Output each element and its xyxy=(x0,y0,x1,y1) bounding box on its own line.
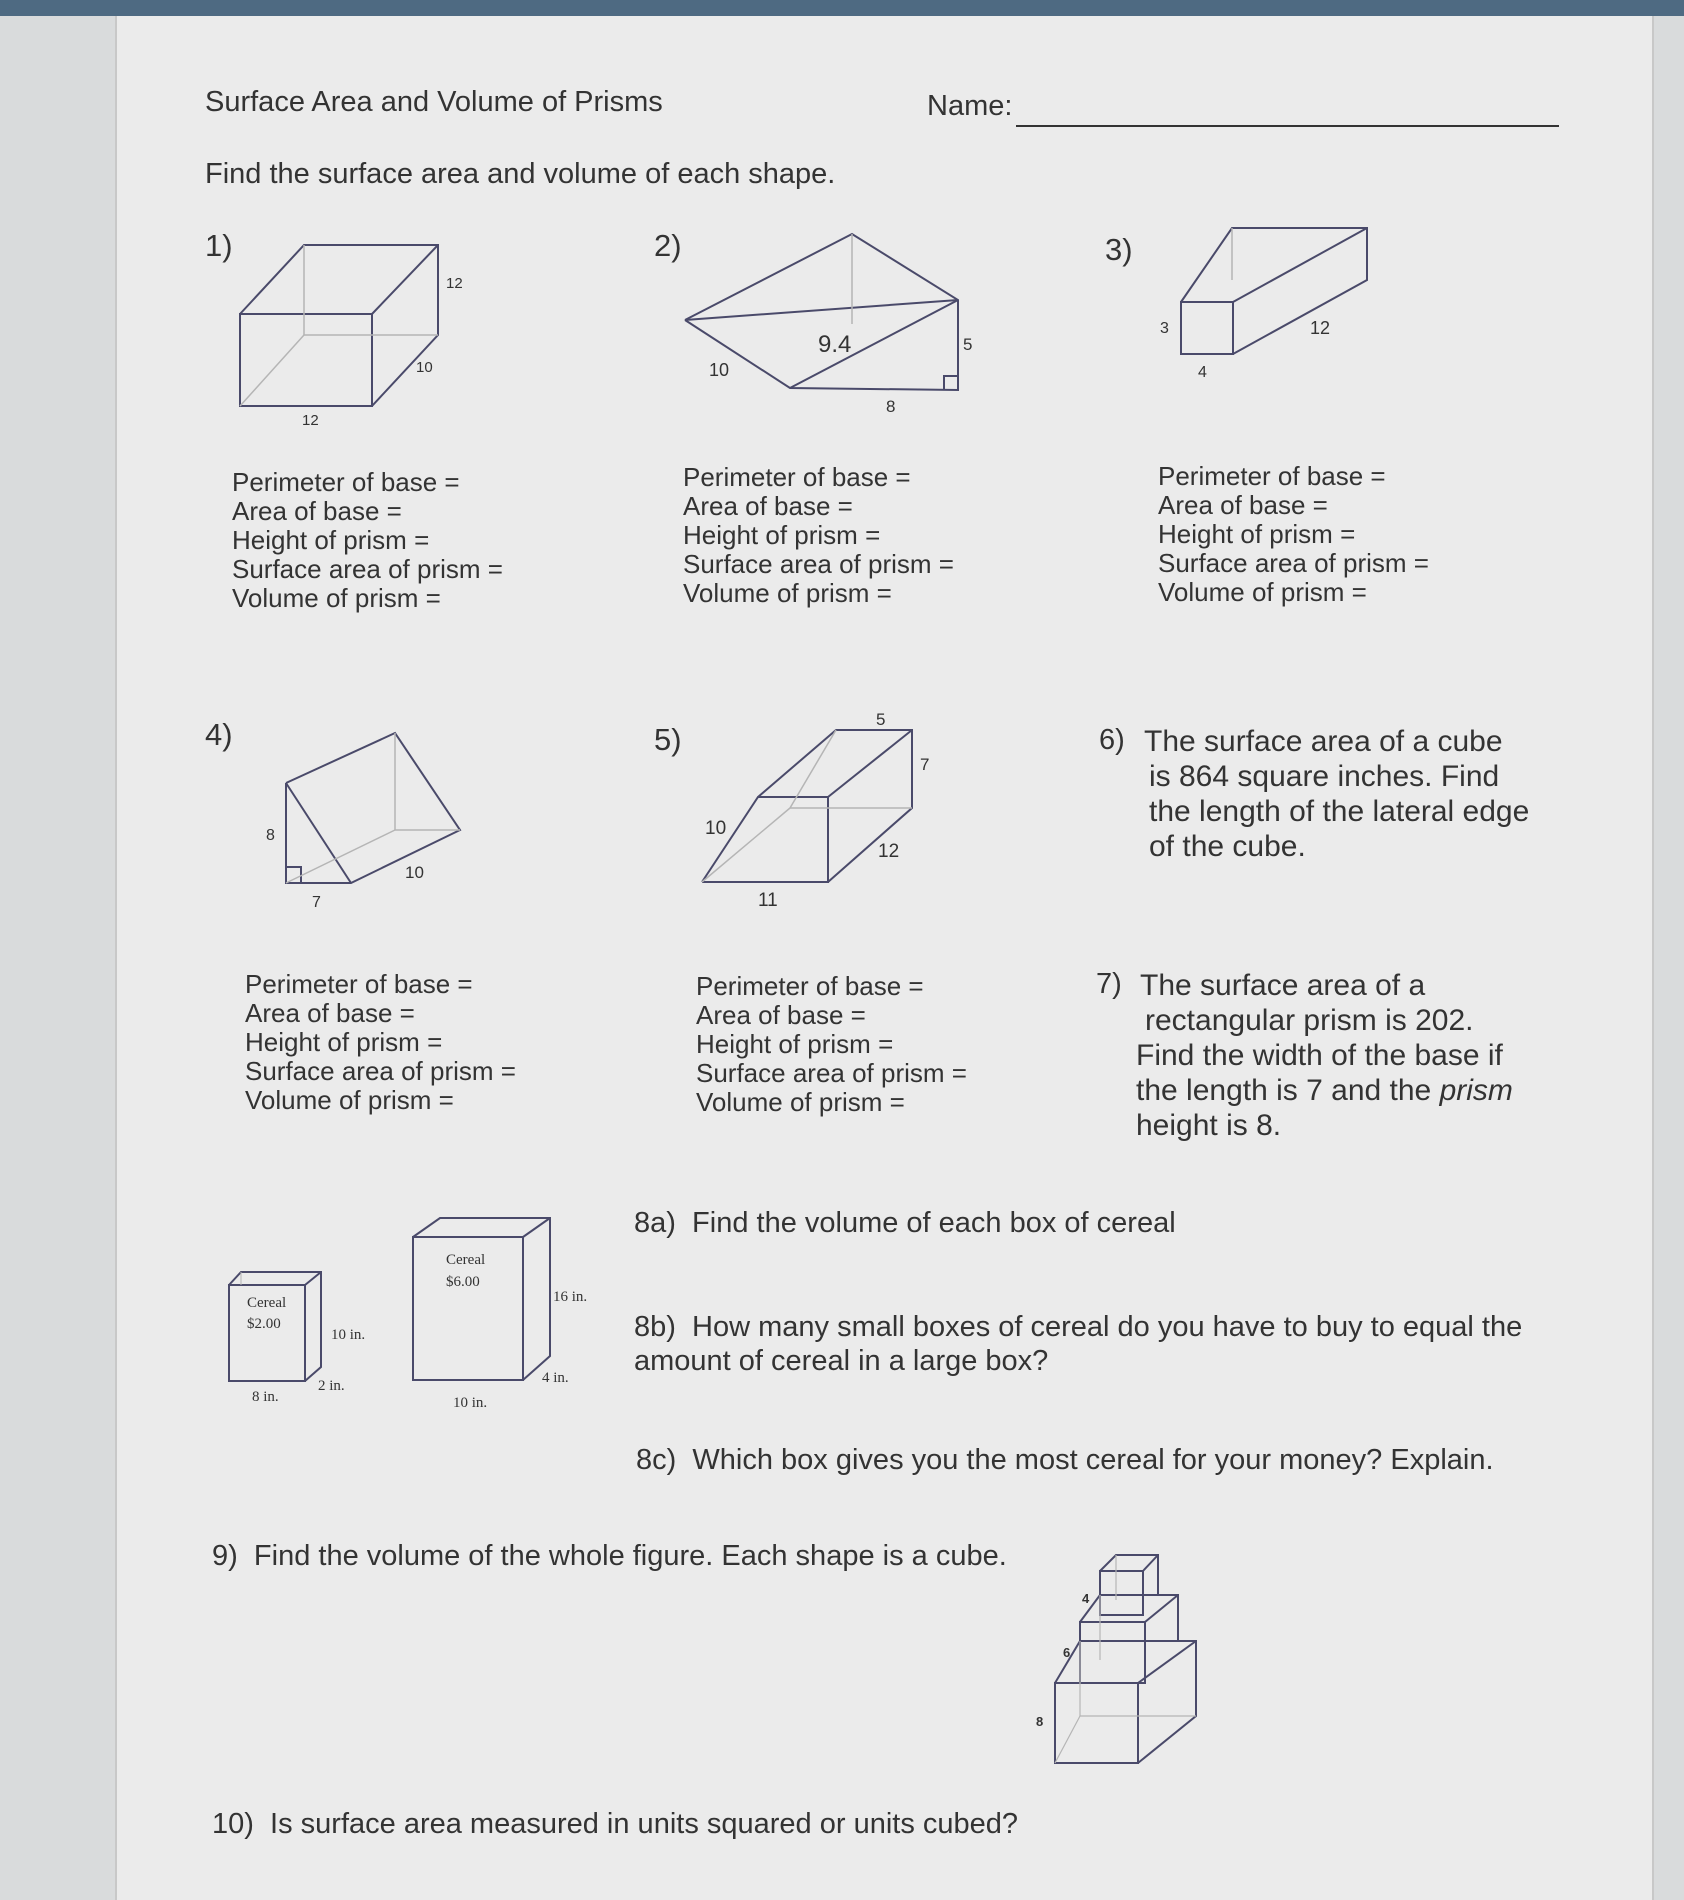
cube-dim-large: 8 xyxy=(1036,1714,1044,1729)
q8a: 8a) Find the volume of each box of cereal xyxy=(634,1207,1176,1239)
problem-3-number: 3) xyxy=(1105,232,1133,267)
height-label: Height of prism = xyxy=(232,525,430,555)
perimeter-label: Perimeter of base = xyxy=(245,969,473,999)
large-box-label: Cereal xyxy=(446,1252,486,1268)
cube-dim-small: 4 xyxy=(1082,1591,1090,1606)
stacked-cubes-figure xyxy=(1055,1555,1196,1763)
area-label: Area of base = xyxy=(245,998,415,1028)
area-label: Area of base = xyxy=(232,496,402,526)
height-label: Height of prism = xyxy=(696,1029,894,1059)
surface-area-label: Surface area of prism = xyxy=(683,549,954,579)
fig2-dim-length: 10 xyxy=(709,360,730,380)
perimeter-label: Perimeter of base = xyxy=(1158,461,1386,491)
volume-label: Volume of prism = xyxy=(683,578,892,608)
fig5-dim-slant: 10 xyxy=(705,818,727,839)
problem-4-number: 4) xyxy=(205,717,233,752)
q8c: 8c) Which box gives you the most cereal for your money? Explain. xyxy=(636,1444,1494,1476)
problem-5-number: 5) xyxy=(654,722,682,757)
small-box-width: 8 in. xyxy=(252,1389,279,1405)
name-label: Name: xyxy=(927,90,1013,122)
perimeter-label: Perimeter of base = xyxy=(683,462,911,492)
fig5-dim-base: 11 xyxy=(758,890,778,911)
surface-area-label: Surface area of prism = xyxy=(232,554,503,584)
surface-area-label: Surface area of prism = xyxy=(245,1056,516,1086)
large-box-price: $6.00 xyxy=(446,1274,480,1290)
fig5-dim-top: 5 xyxy=(876,710,886,729)
fig3-dim-length: 12 xyxy=(1310,318,1331,338)
area-label: Area of base = xyxy=(1158,490,1328,520)
q8b: 8b) How many small boxes of cereal do you have to buy to equal the amount of cereal in a large box? xyxy=(634,1311,1523,1377)
perimeter-label: Perimeter of base = xyxy=(232,467,460,497)
fig4-dim-base: 7 xyxy=(312,894,321,911)
q6-number: 6) xyxy=(1099,724,1125,756)
height-label: Height of prism = xyxy=(1158,519,1356,549)
fig1-dim-depth: 10 xyxy=(416,359,433,376)
surface-area-label: Surface area of prism = xyxy=(696,1058,967,1088)
problem-4-answers xyxy=(245,970,516,1115)
problem-2-number: 2) xyxy=(654,228,682,263)
volume-label: Volume of prism = xyxy=(232,583,441,613)
volume-label: Volume of prism = xyxy=(696,1087,905,1117)
large-box-height: 16 in. xyxy=(553,1289,588,1305)
fig1-dim-length: 12 xyxy=(302,412,319,429)
problem-1-number: 1) xyxy=(205,228,233,263)
problem-2-answers xyxy=(683,463,954,608)
q10: 10) Is surface area measured in units squared or units cubed? xyxy=(212,1808,1019,1840)
large-cereal-box xyxy=(413,1218,550,1380)
fig4-dim-length: 10 xyxy=(405,863,424,882)
figure-3-prism xyxy=(1181,228,1367,354)
q9: 9) Find the volume of the whole figure. Each shape is a cube. xyxy=(212,1540,1007,1572)
small-box-price: $2.00 xyxy=(247,1316,281,1332)
small-box-height: 10 in. xyxy=(331,1327,366,1343)
area-label: Area of base = xyxy=(683,491,853,521)
q7-text: The surface area of a rectangular prism is 202. Find the width of the base if the length is 7 and the prism height is 8. xyxy=(1136,969,1513,1142)
small-box-label: Cereal xyxy=(247,1295,287,1311)
large-box-width: 10 in. xyxy=(453,1395,488,1411)
problem-3-answers xyxy=(1158,462,1429,607)
fig4-dim-height: 8 xyxy=(266,827,275,844)
small-box-depth: 2 in. xyxy=(318,1378,345,1394)
fig5-dim-side: 7 xyxy=(920,755,930,774)
q7-number: 7) xyxy=(1096,968,1122,1000)
figure-1-prism xyxy=(240,245,438,406)
perimeter-label: Perimeter of base = xyxy=(696,971,924,1001)
problem-5-answers xyxy=(696,972,967,1117)
problem-1-answers xyxy=(232,468,503,613)
worksheet-title: Surface Area and Volume of Prisms xyxy=(205,86,663,118)
fig3-dim-width: 4 xyxy=(1198,364,1207,381)
volume-label: Volume of prism = xyxy=(245,1085,454,1115)
fig2-dim-slant: 9.4 xyxy=(818,331,852,358)
fig2-dim-base: 8 xyxy=(886,397,896,416)
fig2-dim-height: 5 xyxy=(963,335,973,354)
area-label: Area of base = xyxy=(696,1000,866,1030)
cube-dim-medium: 6 xyxy=(1063,1645,1071,1660)
instructions: Find the surface area and volume of each shape. xyxy=(205,158,836,190)
volume-label: Volume of prism = xyxy=(1158,577,1367,607)
fig1-dim-height: 12 xyxy=(446,275,463,292)
height-label: Height of prism = xyxy=(245,1027,443,1057)
figure-4-prism xyxy=(286,733,460,883)
surface-area-label: Surface area of prism = xyxy=(1158,548,1429,578)
fig5-dim-depth: 12 xyxy=(878,841,900,862)
fig3-dim-height: 3 xyxy=(1160,320,1169,337)
q6-text: The surface area of a cube is 864 square inches. Find the length of the lateral edge of the cube. xyxy=(1144,725,1530,863)
height-label: Height of prism = xyxy=(683,520,881,550)
large-box-depth: 4 in. xyxy=(542,1370,569,1386)
